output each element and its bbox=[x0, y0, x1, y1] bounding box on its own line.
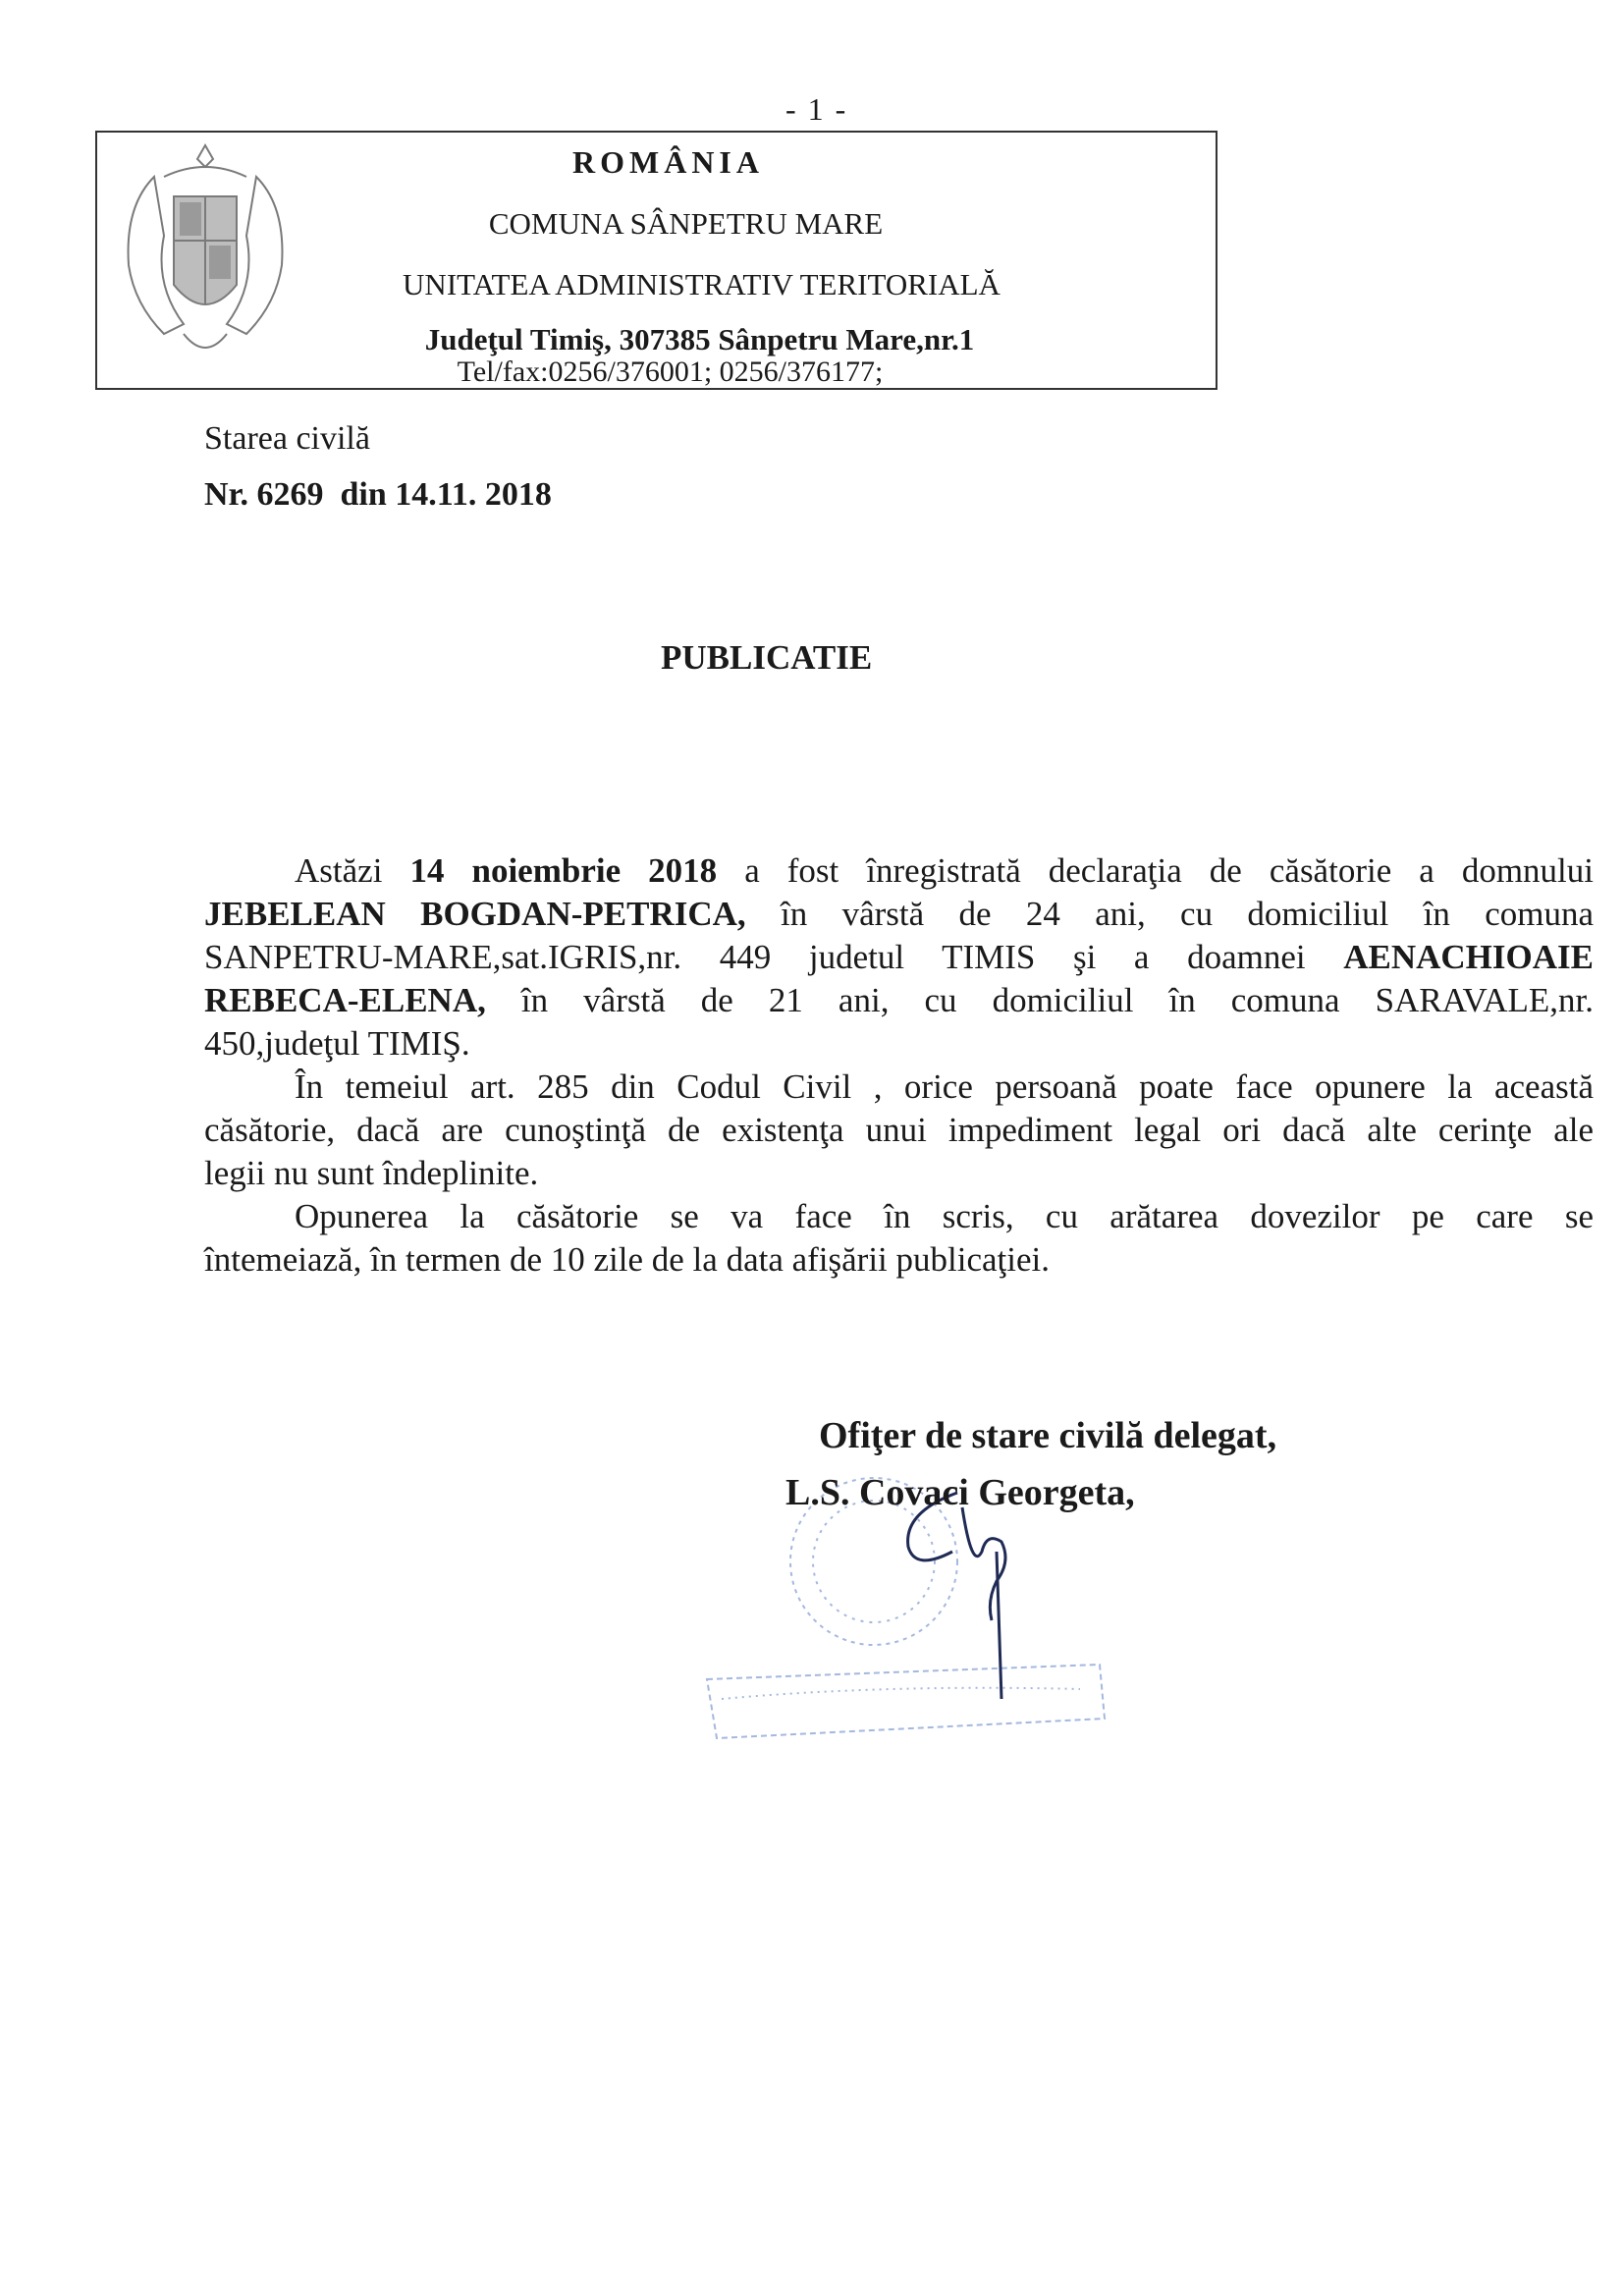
letterhead-box bbox=[95, 131, 1217, 390]
department-label: Starea civilă bbox=[204, 420, 370, 457]
letterhead-country: ROMÂNIA bbox=[572, 144, 764, 180]
body-line: Astăzi 14 noiembrie 2018 a fost înregistrată declaraţia de căsătorie a domnului bbox=[295, 851, 1595, 890]
body-line: Opunerea la căsătorie se va face în scris, cu arătarea dovezilor pe care se bbox=[295, 1197, 1594, 1235]
letterhead-unit: UNITATEA ADMINISTRATIV TERITORIALĂ bbox=[403, 267, 1001, 301]
body-line: 450,judeţul TIMIŞ. bbox=[204, 1024, 470, 1063]
body-line: REBECA-ELENA, în vârstă de 21 ani, cu domiciliul în comuna SARAVALE,nr. bbox=[204, 981, 1594, 1019]
body-line: căsătorie, dacă are cunoştinţă de existenţa unui impediment legal ori dacă alte cerinţe ale bbox=[204, 1111, 1594, 1149]
body-line: În temeiul art. 285 din Codul Civil , orice persoană poate face opunere la această bbox=[295, 1067, 1594, 1106]
document-title: PUBLICATIE bbox=[661, 638, 873, 677]
page-number: - 1 - bbox=[785, 91, 848, 127]
signatory-title: Ofiţer de stare civilă delegat, bbox=[819, 1415, 1277, 1456]
publication-body bbox=[204, 849, 1598, 1282]
body-line: SANPETRU-MARE,sat.IGRIS,nr. 449 judetul TIMIS şi a doamnei AENACHIOAIE bbox=[204, 938, 1594, 976]
body-line: întemeiază, în termen de 10 zile de la data afişării publicaţiei. bbox=[204, 1240, 1051, 1279]
letterhead-commune: COMUNA SÂNPETRU MARE bbox=[488, 206, 884, 241]
signatory-name: L.S. Covaci Georgeta, bbox=[785, 1472, 1135, 1513]
letterhead-phone: Tel/fax:0256/376001; 0256/376177; bbox=[457, 355, 884, 388]
registration-number: Nr. 6269 din 14.11. 2018 bbox=[204, 476, 552, 513]
body-line: legii nu sunt îndeplinite. bbox=[204, 1154, 539, 1192]
letterhead-address: Judeţul Timiş, 307385 Sânpetru Mare,nr.1 bbox=[424, 322, 975, 356]
body-line: JEBELEAN BOGDAN-PETRICA, în vârstă de 24 ani, cu domiciliul în comuna bbox=[204, 895, 1594, 933]
